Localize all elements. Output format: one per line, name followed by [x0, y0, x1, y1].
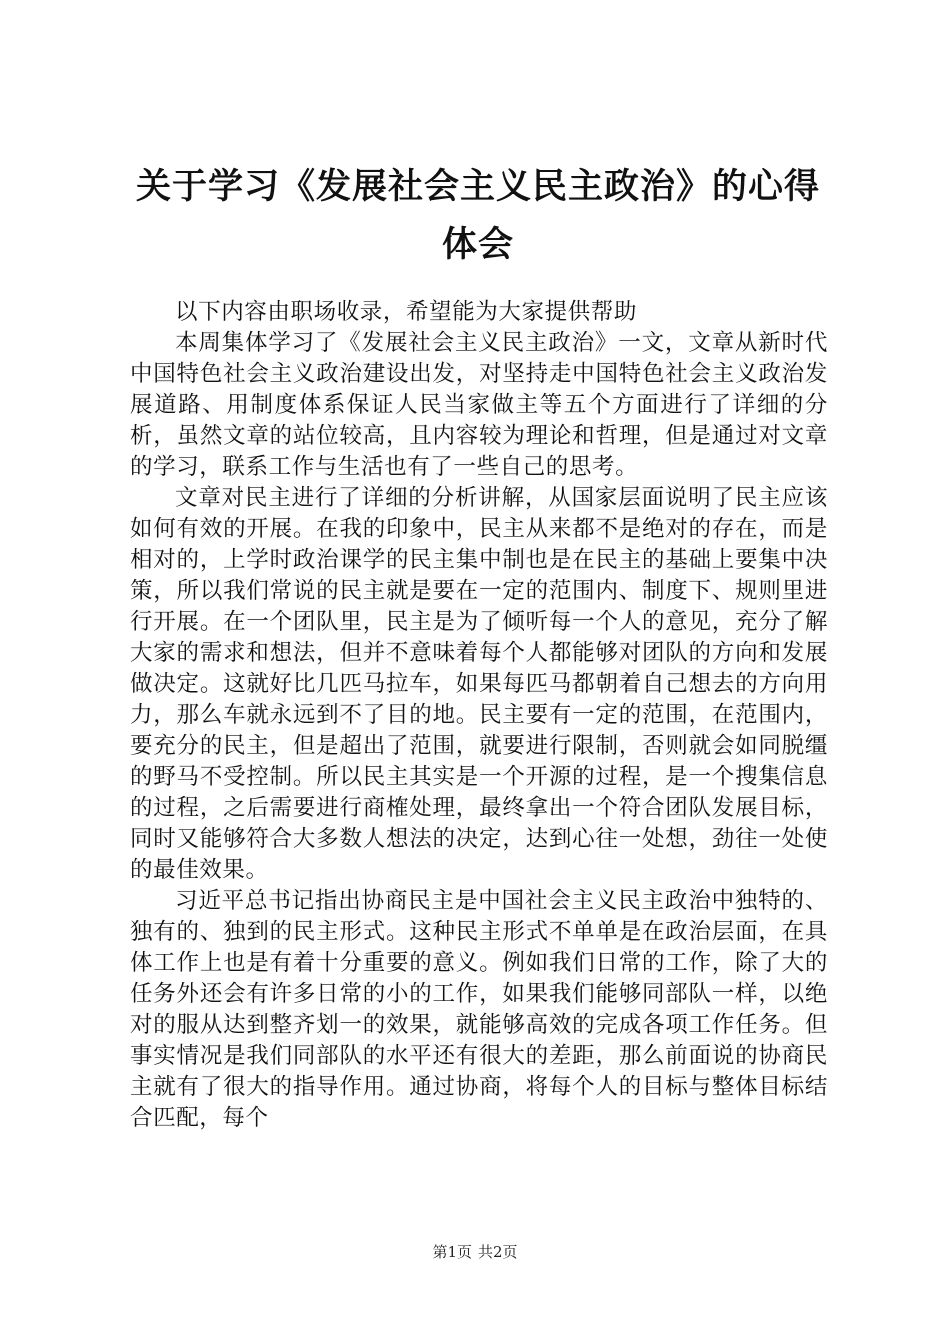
body-paragraph-1: 本周集体学习了《发展社会主义民主政治》一文，文章从新时代中国特色社会主义政治建设出发，对坚持走中国特色社会主义政治发展道路、用制度体系保证人民当家做主等五个方面进行了详细的分析，虽然文章的站位较高，且内容较为理论和哲理，但是通过对文章的学习，联系工作与生活也有了一些自己的思考。: [130, 330, 828, 480]
body-paragraph-3: 习近平总书记指出协商民主是中国社会主义民主政治中独特的、独有的、独到的民主形式。这种民主形式不单单是在政治层面，在具体工作上也是有着十分重要的意义。例如我们日常的工作，除了大的任务外还会有许多日常的小的工作，如果我们能够同部队一样，以绝对的服从达到整齐划一的效果，就能够高效的完成各项工作任务。但事实情况是我们同部队的水平还有很大的差距，那么前面说的协商民主就有了很大的指导作用。通过协商，将每个人的目标与整体目标结合匹配，每个: [130, 888, 828, 1131]
page-number: 第1页: [432, 1243, 472, 1261]
document-body: [130, 297, 828, 1134]
document-title: 关于学习《发展社会主义民主政治》的心得体会: [135, 167, 820, 265]
body-paragraph-2: 文章对民主进行了详细的分析讲解，从国家层面说明了民主应该如何有效的开展。在我的印象中，民主从来都不是绝对的存在，而是相对的，上学时政治课学的民主集中制也是在民主的基础上要集中决策，所以我们常说的民主就是要在一定的范围内、制度下、规则里进行开展。在一个团队里，民主是为了倾听每一个人的意见，充分了解大家的需求和想法，但并不意味着每个人都能够对团队的方向和发展做决定。这就好比几匹马拉车，如果每匹马都朝着自己想去的方向用力，那么车就永远到不了目的地。民主要有一定的范围，在范围内，要充分的民主，但是超出了范围，就要进行限制，否则就会如同脱缰的野马不受控制。所以民主其实是一个开源的过程，是一个搜集信息的过程，之后需要进行商榷处理，最终拿出一个符合团队发展目标，同时又能够符合大多数人想法的决定，达到心往一处想，劲往一处使的最佳效果。: [130, 485, 828, 883]
page-footer: [0, 1242, 950, 1262]
intro-paragraph: 以下内容由职场收录，希望能为大家提供帮助: [175, 299, 638, 325]
page-total: 共2页: [478, 1243, 518, 1261]
